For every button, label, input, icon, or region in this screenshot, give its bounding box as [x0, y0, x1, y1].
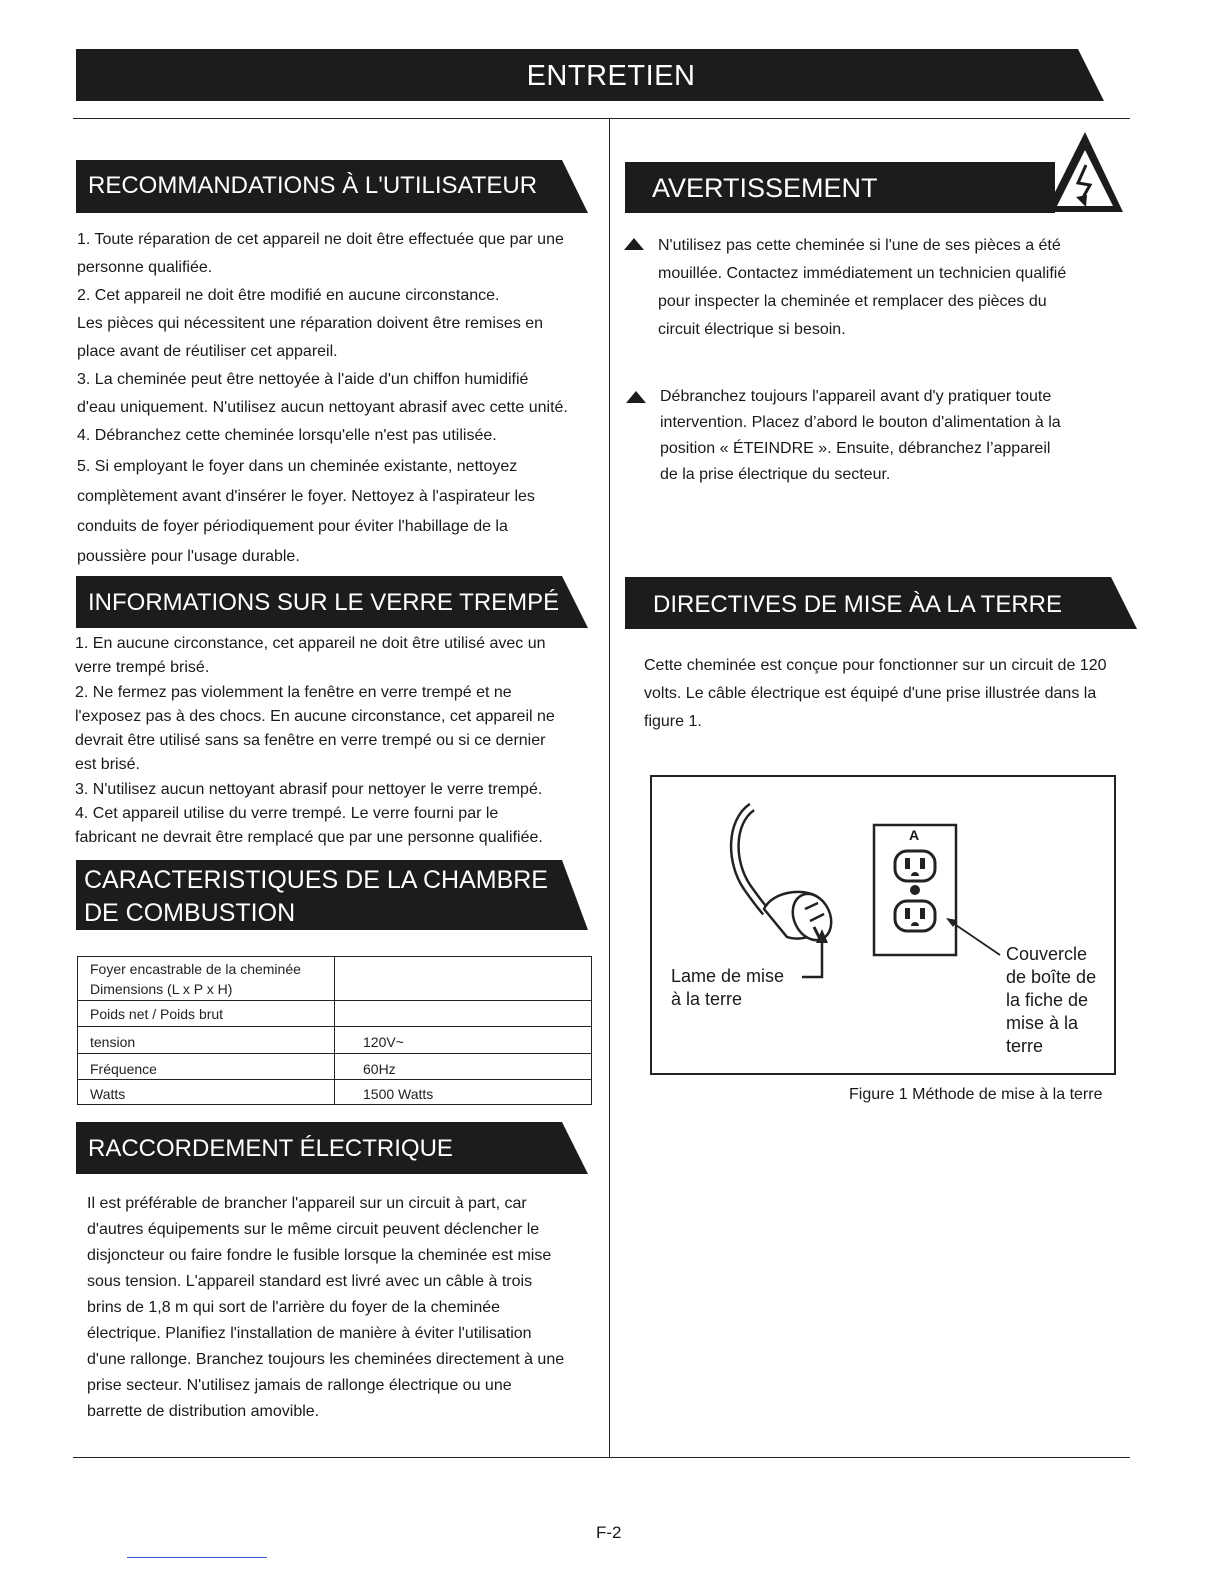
text-line: 3. N'utilisez aucun nettoyant abrasif pour nettoyer le verre trempé. [75, 780, 543, 798]
outlet-letter: A [909, 827, 920, 843]
label-line: la fiche de [1006, 990, 1089, 1010]
text-line: électrique. Planifiez l'installation de manière à éviter l'utilisation [87, 1325, 532, 1342]
table-row [78, 1001, 592, 1027]
text-line: Les pièces qui nécessitent une réparation doivent être remises en [77, 315, 544, 332]
warning-item-1 [624, 232, 1104, 344]
text-line: position « ÉTEINDRE ». Ensuite, débranchez l’appareil [660, 440, 1051, 457]
figure-caption: Figure 1 Méthode de mise à la terre [849, 1086, 1103, 1103]
warning-item-text [660, 384, 1106, 488]
column-divider [609, 118, 610, 1458]
chamber-spec-table [77, 956, 592, 1105]
text-line: 4. Débranchez cette cheminée lorsqu'elle n'est pas utilisée. [77, 427, 497, 444]
section-heading-warning [625, 130, 1125, 214]
section-heading-grounding [625, 577, 1139, 629]
recommendations-text [77, 226, 602, 572]
page-title: ENTRETIEN [526, 60, 696, 92]
text-line: fabricant ne devrait être remplacé que par une personne qualifiée. [75, 829, 543, 847]
text-line: l'exposez pas à des chocs. En aucune circonstance, cet appareil ne [75, 707, 555, 725]
text-line: d'une rallonge. Branchez toujours les cheminées directement à une [87, 1351, 565, 1368]
text-line: 5. Si employant le foyer dans un cheminée existante, nettoyez [77, 458, 518, 475]
heading-text: RECOMMANDATIONS À L'UTILISATEUR [88, 172, 538, 199]
text-line: disjoncteur ou faire fondre le fusible lorsque la cheminée est mise [87, 1247, 552, 1264]
text-line: volts. Le câble électrique est équipé d'une prise illustrée dans la [644, 685, 1097, 702]
label-line: Couvercle [1006, 944, 1088, 964]
electrical-text [87, 1191, 602, 1425]
table-row [78, 957, 592, 1001]
table-row [78, 1027, 592, 1054]
text-line: poussière pour l'usage durable. [77, 548, 300, 565]
section-heading-recommendations [76, 160, 590, 213]
text-line: complètement avant d'insérer le foyer. Nettoyez à l'aspirateur les [77, 488, 535, 505]
section-heading-chamber [76, 860, 590, 930]
text-line: est brisé. [75, 756, 140, 774]
text-line: d'eau uniquement. N'utilisez aucun nettoyant abrasif avec cette unité. [77, 399, 568, 416]
grounding-figure [650, 775, 1116, 1075]
text-line: de la prise électrique du secteur. [660, 466, 891, 483]
text-line: brins de 1,8 m qui sort de l'arrière du foyer de la cheminée [87, 1299, 501, 1316]
warning-triangle-icon [624, 238, 644, 250]
table-cell-label: Watts [78, 1080, 335, 1105]
text-line: circuit électrique si besoin. [658, 321, 846, 338]
table-cell-label: tension [78, 1027, 335, 1054]
box-cover-label [1006, 943, 1096, 1058]
text-line: conduits de foyer périodiquement pour éviter l'habillage de la [77, 518, 508, 535]
table-cell-value: 120V~ [335, 1027, 592, 1054]
text-line: N'utilisez pas cette cheminée si l'une de ses pièces a été [658, 237, 1061, 254]
text-line: figure 1. [644, 713, 702, 730]
text-line: place avant de réutiliser cet appareil. [77, 343, 338, 360]
text-line: pour inspecter la cheminée et remplacer des pièces du [658, 293, 1047, 310]
text-line: verre trempé brisé. [75, 659, 210, 677]
warning-item-text [658, 232, 1104, 344]
heading-text: DIRECTIVES DE MISE ÀA LA TERRE [653, 591, 1063, 618]
text-line: intervention. Placez d’abord le bouton d'alimentation à la [660, 414, 1061, 431]
table-cell-value [335, 957, 592, 1001]
label-line: de boîte de [1006, 967, 1097, 987]
grounding-text [644, 652, 1124, 736]
table-row [78, 1054, 592, 1080]
table-cell-label [78, 957, 335, 1001]
warning-triangle-icon [626, 391, 646, 403]
glass-text [75, 632, 600, 851]
page-number: F-2 [596, 1523, 622, 1542]
heading-text-line1: CARACTERISTIQUES DE LA CHAMBRE [84, 866, 548, 894]
warning-item-2 [626, 384, 1106, 488]
bottom-rule [73, 1457, 1130, 1458]
table-cell-label: Poids net / Poids brut [78, 1001, 335, 1027]
text-line: 4. Cet appareil utilise du verre trempé. Le verre fourni par le [75, 805, 499, 823]
table-cell-value: 1500 Watts [335, 1080, 592, 1105]
text-line: Cette cheminée est conçue pour fonctionner sur un circuit de 120 [644, 657, 1107, 674]
text-line: 2. Cet appareil ne doit être modifié en aucune circonstance. [77, 287, 500, 304]
text-line: 3. La cheminée peut être nettoyée à l'aide d'un chiffon humidifié [77, 371, 529, 388]
text-line: 1. En aucune circonstance, cet appareil ne doit être utilisé avec un [75, 635, 546, 652]
text-line: 1. Toute réparation de cet appareil ne doit être effectuée que par une [77, 231, 564, 248]
section-heading-glass [76, 576, 590, 628]
table-cell-value: 60Hz [335, 1054, 592, 1080]
header-bar [76, 49, 1106, 101]
section-heading-electrical [76, 1122, 590, 1174]
heading-text: AVERTISSEMENT [652, 173, 878, 203]
text-line: d'autres équipements sur le même circuit peuvent déclencher le [87, 1221, 540, 1238]
label-line: à la terre [671, 989, 743, 1009]
cell-text: Foyer encastrable de la cheminée [90, 960, 301, 977]
heading-text: RACCORDEMENT ÉLECTRIQUE [88, 1135, 453, 1162]
label-line: Lame de mise [671, 966, 785, 986]
text-line: personne qualifiée. [77, 259, 213, 276]
text-line: prise secteur. N'utilisez jamais de rallonge électrique ou une [87, 1377, 512, 1394]
footer-link-underline [127, 1557, 267, 1558]
label-line: terre [1006, 1036, 1044, 1056]
ground-blade-label [671, 965, 784, 1011]
table-cell-value [335, 1001, 592, 1027]
text-line: Débranchez toujours l'appareil avant d'y pratiquer toute [660, 388, 1052, 405]
label-line: mise à la [1006, 1013, 1079, 1033]
text-line: barrette de distribution amovible. [87, 1403, 320, 1420]
text-line: sous tension. L'appareil standard est livré avec un câble à trois [87, 1273, 533, 1290]
table-cell-label: Fréquence [78, 1054, 335, 1080]
heading-text-line2: DE COMBUSTION [84, 899, 296, 927]
text-line: devrait être utilisé sans sa fenêtre en verre trempé ou si ce dernier [75, 732, 546, 750]
text-line: 2. Ne fermez pas violemment la fenêtre en verre trempé et ne [75, 683, 512, 701]
lightning-icon [1072, 163, 1098, 209]
cell-text: Dimensions (L x P x H) [90, 980, 233, 997]
text-line: Il est préférable de brancher l'appareil sur un circuit à part, car [87, 1195, 527, 1212]
text-line: mouillée. Contactez immédiatement un technicien qualifié [658, 265, 1067, 282]
heading-text: INFORMATIONS SUR LE VERRE TREMPÉ [88, 589, 560, 616]
top-rule [73, 118, 1130, 119]
table-row [78, 1080, 592, 1105]
